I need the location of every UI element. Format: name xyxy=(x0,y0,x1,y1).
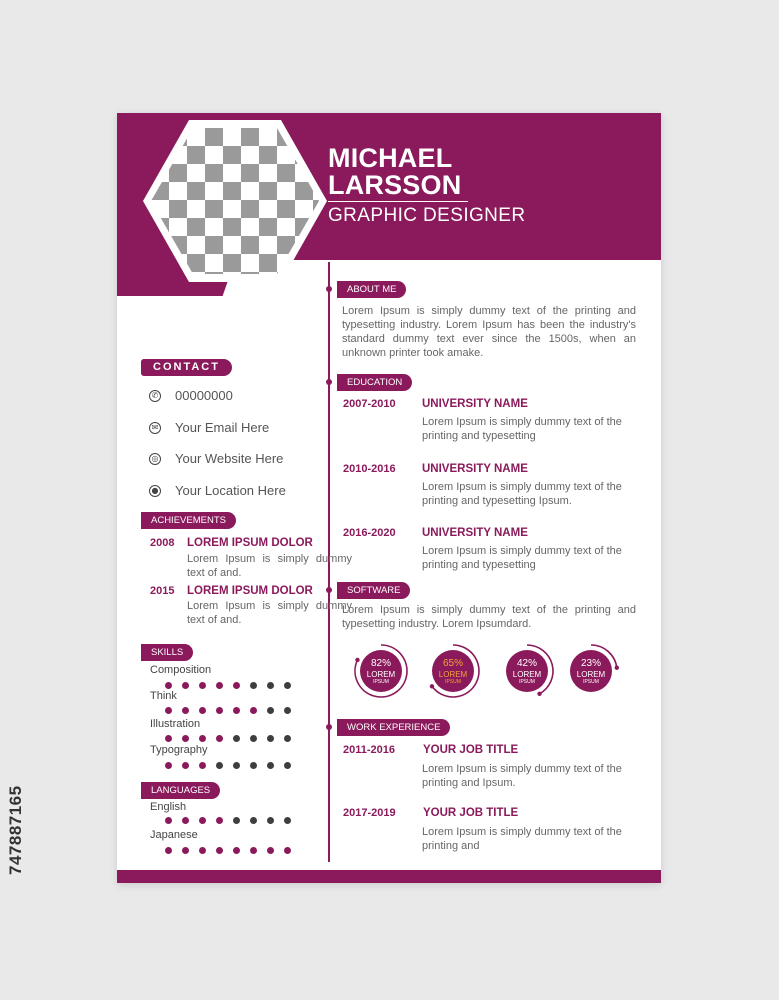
work-heading: WORK EXPERIENCE xyxy=(337,719,450,736)
education-years: 2010-2016 xyxy=(343,463,396,475)
rating-dot-filled xyxy=(165,847,172,854)
rating-dot-filled xyxy=(165,735,172,742)
email-icon: ✉ xyxy=(149,422,161,434)
timeline-dot xyxy=(326,587,332,593)
rating-dot-filled xyxy=(182,847,189,854)
rating-dot-empty xyxy=(250,817,257,824)
about-text: Lorem Ipsum is simply dummy text of the printing and typesetting industry. Lorem Ipsum has been the industry's standard dummy text ever since the 1500s, when an unknown printer took amake. xyxy=(342,305,636,359)
rating-dot-filled xyxy=(199,707,206,714)
rating-dot-empty xyxy=(267,707,274,714)
rating-dot-empty xyxy=(250,682,257,689)
rating-dot-empty xyxy=(284,817,291,824)
skill-rating xyxy=(165,762,291,769)
rating-dot-filled xyxy=(165,682,172,689)
software-text: Lorem Ipsum is simply dummy text of the printing and typesetting industry. Lorem Ipsumdard. xyxy=(342,604,636,630)
work-desc: Lorem Ipsum is simply dummy text of the printing and Ipsum. xyxy=(422,763,622,789)
web-icon: ◎ xyxy=(149,453,161,465)
gauge-percent: 82% xyxy=(370,658,391,669)
software-gauge xyxy=(424,642,482,700)
rating-dot-filled xyxy=(250,847,257,854)
gauge-sublabel: IPSUM xyxy=(373,679,389,685)
rating-dot-empty xyxy=(250,762,257,769)
stock-id xyxy=(6,785,26,875)
rating-dot-empty xyxy=(284,682,291,689)
achievement-year: 2008 xyxy=(150,537,175,549)
skill-label: Typography xyxy=(150,744,208,756)
work-title: YOUR JOB TITLE xyxy=(423,807,519,819)
work-desc: Lorem Ipsum is simply dummy text of the printing and xyxy=(422,826,622,852)
rating-dot-filled xyxy=(165,707,172,714)
rating-dot-filled xyxy=(267,847,274,854)
timeline-dot xyxy=(326,379,332,385)
skill-label: Illustration xyxy=(150,718,201,730)
gauge-percent: 42% xyxy=(516,658,537,669)
rating-dot-filled xyxy=(199,735,206,742)
achievement-title: LOREM IPSUM DOLOR xyxy=(187,585,313,597)
achievement-desc: Lorem Ipsum is simply dummy text of and. xyxy=(187,600,352,626)
rating-dot-filled xyxy=(199,682,206,689)
rating-dot-filled xyxy=(216,707,223,714)
gauge-sublabel: IPSUM xyxy=(583,679,599,685)
software-gauge xyxy=(352,642,410,700)
gauge-percent: 23% xyxy=(580,658,601,669)
gauge-end-dot xyxy=(537,692,541,696)
education-desc: Lorem Ipsum is simply dummy text of the printing and typesetting xyxy=(422,416,622,442)
rating-dot-filled xyxy=(216,817,223,824)
skill-rating xyxy=(165,735,291,742)
skill-label: Think xyxy=(150,690,177,702)
language-label: English xyxy=(150,801,187,813)
timeline-dot xyxy=(326,724,332,730)
phone-icon: ✆ xyxy=(149,390,161,402)
rating-dot-empty xyxy=(216,762,223,769)
contact-phone[interactable]: 00000000 xyxy=(175,388,233,403)
rating-dot-empty xyxy=(267,817,274,824)
education-years: 2016-2020 xyxy=(343,527,396,539)
gauge-label: LOREM xyxy=(438,670,468,679)
rating-dot-filled xyxy=(182,817,189,824)
gauge-label: LOREM xyxy=(512,670,542,679)
rating-dot-filled xyxy=(216,682,223,689)
work-title: YOUR JOB TITLE xyxy=(423,744,519,756)
job-title: GRAPHIC DESIGNER xyxy=(328,205,526,226)
rating-dot-filled xyxy=(233,707,240,714)
language-rating xyxy=(165,847,291,854)
rating-dot-filled xyxy=(199,762,206,769)
rating-dot-empty xyxy=(267,682,274,689)
achievement-year: 2015 xyxy=(150,585,175,597)
education-title: UNIVERSITY NAME xyxy=(422,527,528,539)
gauge-sublabel: IPSUM xyxy=(519,679,535,685)
education-desc: Lorem Ipsum is simply dummy text of the printing and typesetting Ipsum. xyxy=(422,481,622,507)
education-heading: EDUCATION xyxy=(337,374,412,391)
rating-dot-empty xyxy=(284,707,291,714)
achievements-heading: ACHIEVEMENTS xyxy=(141,512,236,529)
gauge-label: LOREM xyxy=(576,670,606,679)
skill-rating xyxy=(165,682,291,689)
rating-dot-filled xyxy=(216,735,223,742)
skill-rating xyxy=(165,707,291,714)
gauge-percent: 65% xyxy=(442,658,463,669)
education-desc: Lorem Ipsum is simply dummy text of the printing and typesetting xyxy=(422,545,622,571)
rating-dot-empty xyxy=(284,735,291,742)
location-icon: ● xyxy=(149,485,161,497)
rating-dot-filled xyxy=(182,762,189,769)
gauge-label: LOREM xyxy=(366,670,396,679)
education-title: UNIVERSITY NAME xyxy=(422,463,528,475)
language-label: Japanese xyxy=(150,829,198,841)
gauge-sublabel: IPSUM xyxy=(445,679,461,685)
education-years: 2007-2010 xyxy=(343,398,396,410)
rating-dot-empty xyxy=(267,762,274,769)
software-gauge xyxy=(562,642,620,700)
contact-website[interactable]: Your Website Here xyxy=(175,451,284,466)
rating-dot-filled xyxy=(182,707,189,714)
rating-dot-filled xyxy=(216,847,223,854)
language-rating xyxy=(165,817,291,824)
last-name: LARSSON xyxy=(328,170,462,200)
work-years: 2017-2019 xyxy=(343,807,396,819)
rating-dot-filled xyxy=(182,735,189,742)
rating-dot-filled xyxy=(233,847,240,854)
work-years: 2011-2016 xyxy=(343,744,395,756)
rating-dot-empty xyxy=(267,735,274,742)
rating-dot-filled xyxy=(233,682,240,689)
rating-dot-filled xyxy=(284,847,291,854)
rating-dot-empty xyxy=(233,762,240,769)
achievement-title: LOREM IPSUM DOLOR xyxy=(187,537,313,549)
rating-dot-empty xyxy=(233,817,240,824)
rating-dot-empty xyxy=(250,735,257,742)
education-title: UNIVERSITY NAME xyxy=(422,398,528,410)
name-divider xyxy=(328,201,468,202)
contact-heading: CONTACT xyxy=(141,359,232,376)
rating-dot-filled xyxy=(250,707,257,714)
contact-location[interactable]: Your Location Here xyxy=(175,483,286,498)
rating-dot-filled xyxy=(199,847,206,854)
software-gauge xyxy=(498,642,556,700)
rating-dot-filled xyxy=(165,817,172,824)
software-heading: SOFTWARE xyxy=(337,582,410,599)
rating-dot-filled xyxy=(199,817,206,824)
timeline-dot xyxy=(326,286,332,292)
footer-band xyxy=(117,870,661,883)
languages-heading: LANGUAGES xyxy=(141,782,220,799)
skill-label: Composition xyxy=(150,664,212,676)
rating-dot-filled xyxy=(165,762,172,769)
rating-dot-empty xyxy=(284,762,291,769)
skills-heading: SKILLS xyxy=(141,644,193,661)
contact-email[interactable]: Your Email Here xyxy=(175,420,270,435)
first-name: MICHAEL xyxy=(328,143,453,173)
stock-id-number: 747887165 xyxy=(6,785,25,875)
rating-dot-filled xyxy=(182,682,189,689)
about-heading: ABOUT ME xyxy=(337,281,406,298)
achievement-desc: Lorem Ipsum is simply dummy text of and. xyxy=(187,553,352,579)
rating-dot-empty xyxy=(233,735,240,742)
